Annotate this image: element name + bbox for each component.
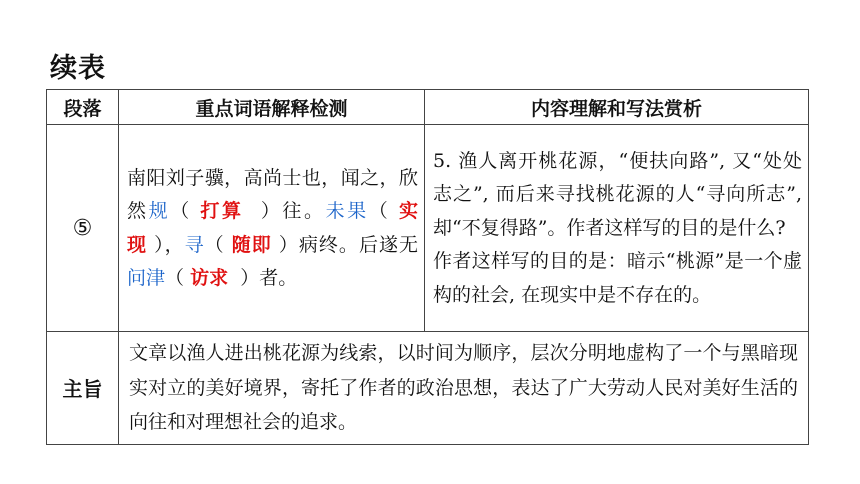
header-paragraph: 段落 bbox=[47, 90, 119, 125]
header-row bbox=[47, 90, 809, 125]
bracket-close: ）往。 bbox=[260, 200, 326, 222]
bracket-close: ）病终。后遂无 bbox=[278, 233, 418, 256]
answer-fangqiu: 访求 bbox=[190, 267, 229, 289]
answer-dasuan: 打算 bbox=[200, 200, 244, 222]
theme-label: 主旨 bbox=[47, 332, 119, 445]
paragraph-number: ⑤ bbox=[47, 125, 119, 332]
keyword-wenjin: 问津 bbox=[127, 267, 166, 289]
header-vocab: 重点词语解释检测 bbox=[119, 90, 425, 125]
study-table bbox=[46, 89, 809, 445]
keyword-weiguo: 未果 bbox=[325, 200, 369, 222]
keyword-xun: 寻 bbox=[184, 233, 205, 256]
vocab-sentence: 南阳刘子骥，高尚士也，闻之，欣然 bbox=[127, 166, 418, 222]
analysis-answer: 作者这样写的目的是：暗示“桃源”是一个虚构的社会, 在现实中是不存在的。 bbox=[433, 250, 802, 306]
bracket-open: （ bbox=[170, 200, 192, 222]
analysis-text bbox=[425, 140, 808, 317]
analysis-question: 5. 渔人离开桃花源，“便扶向路”, 又“处处志之”, 而后来寻找桃花源的人“寻向所志”, 却“不复得路”。作者这样写的目的是什么? bbox=[433, 149, 802, 239]
theme-cell bbox=[119, 332, 809, 445]
answer-suiji: 随即 bbox=[231, 233, 272, 256]
analysis-cell bbox=[425, 125, 809, 332]
theme-text: 文章以渔人进出桃花源为线索，以时间为顺序，层次分明地虚构了一个与黑暗现实对立的美好境界，寄托了作者的政治思想，表达了广大劳动人民对美好生活的向往和对理想社会的追求。 bbox=[129, 342, 798, 433]
page-title: 续表 bbox=[50, 53, 106, 84]
bracket-open: （ bbox=[165, 267, 185, 289]
keyword-gui: 规 bbox=[148, 200, 171, 222]
bracket-close: ）者。 bbox=[240, 267, 298, 289]
header-analysis: 内容理解和写法赏析 bbox=[425, 90, 809, 125]
vocab-text bbox=[119, 157, 424, 300]
bracket-close: ）， bbox=[154, 233, 185, 256]
vocab-cell bbox=[119, 125, 425, 332]
bracket-open: （ bbox=[368, 200, 391, 222]
table-row bbox=[47, 332, 809, 445]
bracket-open: （ bbox=[204, 233, 225, 256]
table-row bbox=[47, 125, 809, 332]
answer-shixian: 实现 bbox=[127, 200, 418, 256]
